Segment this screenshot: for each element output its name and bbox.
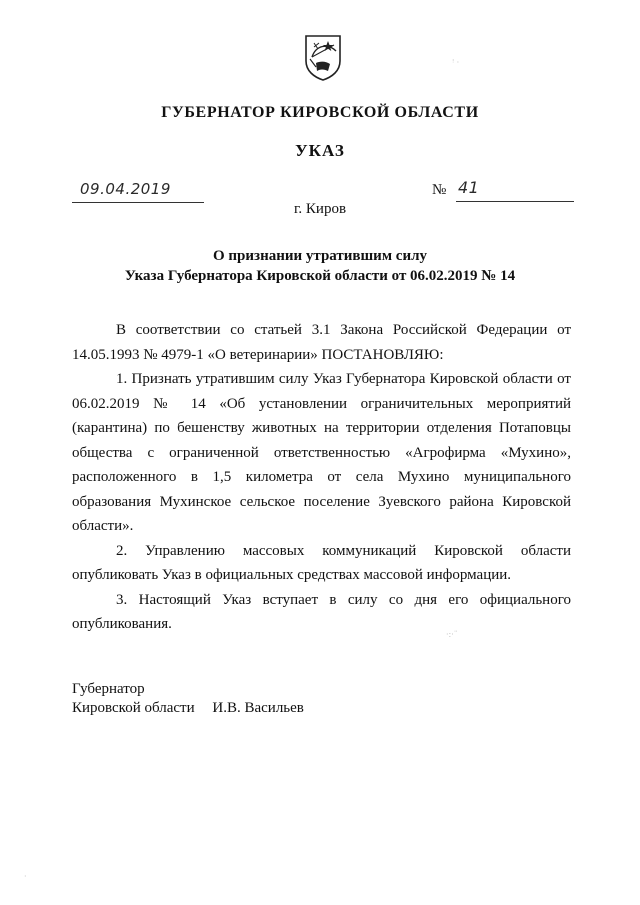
scan-speck: ·: [24, 872, 27, 881]
scan-speck: ꜝ ·: [452, 58, 460, 67]
number-label: №: [432, 182, 447, 198]
decree-body: [72, 318, 571, 637]
decree-number-field: [432, 180, 574, 202]
item-1-paragraph: 1. Признать утратившим силу Указ Губернатора Кировской области от 06.02.2019 № 14 «Об установлении ограничительных мероприятий (карантина) по бешенству животных на территории отделения Потаповцы общества с ограниченной ответственностью «Агрофирма «Мухино», расположенного в 1,5 километра от села Мухино муниципального образования Мухинское сельское поселение Зуевского района Кировской области».: [72, 371, 571, 534]
decree-date-field: [72, 180, 204, 203]
issuer-title: ГУБЕРНАТОР КИРОВСКОЙ ОБЛАСТИ: [161, 104, 479, 121]
document-type: УКАЗ: [295, 141, 345, 160]
decree-subject: [0, 246, 640, 286]
decree-number: 41: [458, 178, 480, 197]
subject-line-2: Указа Губернатора Кировской области от 06.02.2019 № 14: [124, 268, 516, 284]
kirov-region-coat-of-arms-icon: [302, 33, 344, 81]
item-2-paragraph: 2. Управлению массовых коммуникаций Кировской области опубликовать Указ в официальных средствах массовой информации.: [72, 542, 571, 583]
signatory-region: Кировской области: [72, 700, 195, 716]
signatory-position-line-1: Губернатор: [72, 681, 145, 697]
signatory-name: И.В. Васильев: [212, 700, 304, 716]
city: г. Киров: [293, 201, 347, 217]
signatory-position-line-2: [72, 699, 304, 718]
scan-speck: ·:·¨: [446, 630, 458, 639]
item-3-paragraph: 3. Настоящий Указ вступает в силу со дня его официального опубликования.: [72, 591, 571, 632]
subject-line-1: О признании утратившим силу: [213, 248, 427, 264]
signature-block: [72, 680, 304, 718]
decree-date: 09.04.2019: [80, 180, 171, 198]
preamble-paragraph: В соответствии со статьей 3.1 Закона Российской Федерации от 14.05.1993 № 4979-1 «О ветеринарии» ПОСТАНОВЛЯЮ:: [72, 322, 571, 363]
